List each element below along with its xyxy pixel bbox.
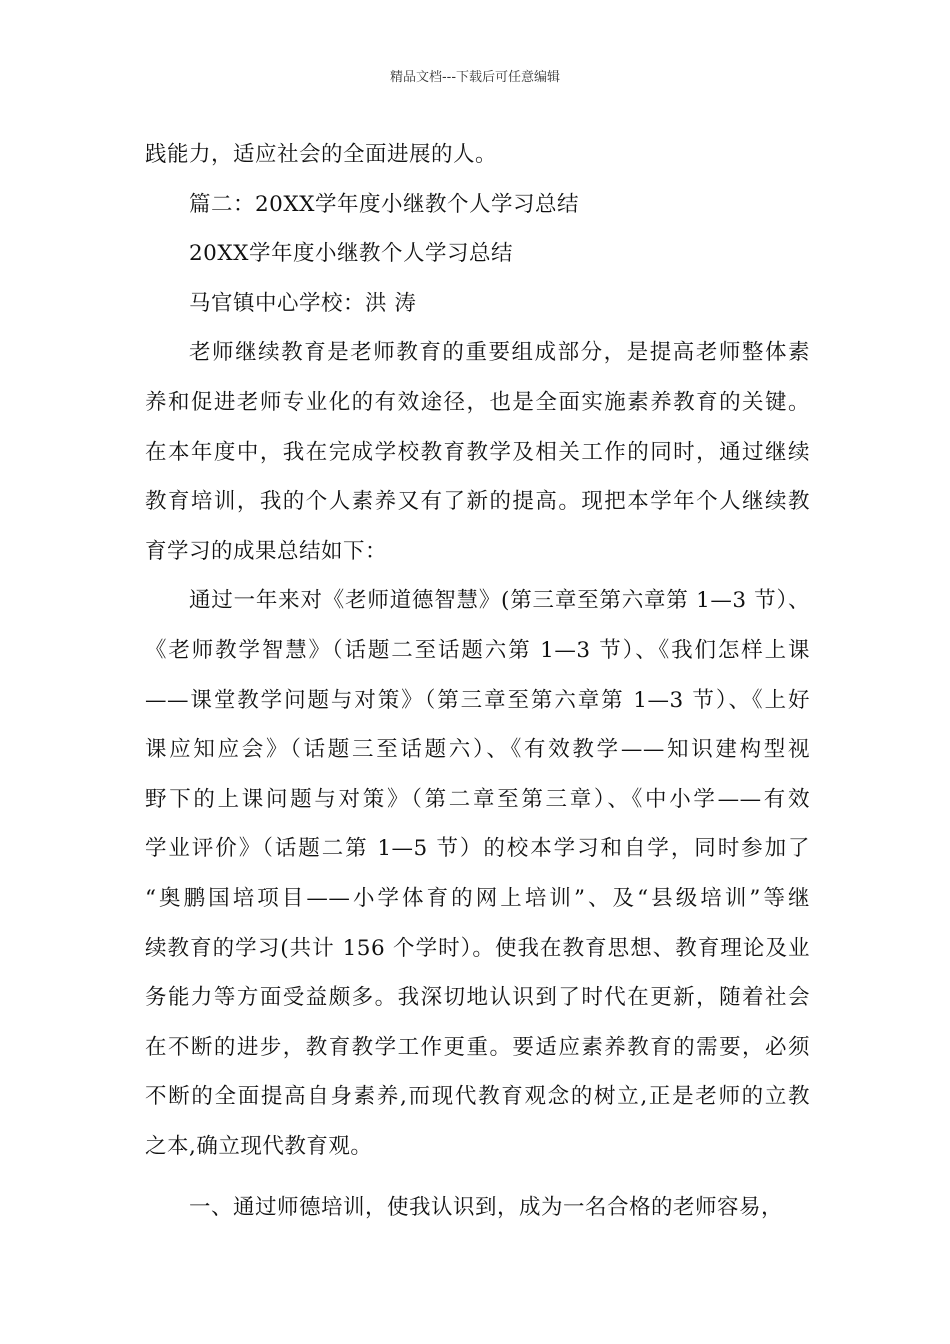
- paragraph-line: 课应知应会》（话题三至话题六）、《有效教学——知识建构型视: [145, 737, 810, 763]
- paragraph-line: 育学习的成果总结如下：: [145, 538, 388, 564]
- paragraph-gap: [145, 1171, 810, 1183]
- section-title: 篇二：20XX学年度小继教个人学习总结: [189, 191, 579, 217]
- paragraph-line: ——课堂教学问题与对策》（第三章至第六章第 1—3 节）、《上好: [145, 687, 810, 713]
- paragraph-line: 养和促进老师专业化的有效途径，也是全面实施素养教育的关键。: [145, 389, 810, 415]
- document-title: 20XX学年度小继教个人学习总结: [189, 241, 513, 267]
- paragraph-line: 教育培训，我的个人素养又有了新的提高。现把本学年个人继续教: [145, 489, 810, 515]
- paragraph-line: 一、通过师德培训，使我认识到，成为一名合格的老师容易，: [189, 1195, 784, 1221]
- paragraph-3: [145, 1183, 810, 1233]
- paragraph-line: 老师继续教育是老师教育的重要组成部分，是提高老师整体素: [189, 340, 810, 366]
- paragraph-line: 学业评价》（话题二第 1—5 节）的校本学习和自学，同时参加了: [145, 836, 810, 862]
- paragraph-line: 在不断的进步，教育教学工作更重。要适应素养教育的需要，必须: [145, 1034, 810, 1060]
- paragraph-line: 野下的上课问题与对策》（第二章至第三章）、《中小学——有效: [145, 786, 810, 812]
- paragraph-line: 续教育的学习(共计 156 个学时）。使我在教育思想、教育理论及业: [145, 935, 810, 961]
- paragraph-1: [145, 328, 810, 576]
- page-header: 精品文档---下载后可任意编辑: [389, 70, 561, 85]
- paragraph-line: “奥鹏国培项目——小学体育的网上培训”、及“县级培训”等继: [145, 885, 810, 911]
- paragraph-line: 不断的全面提高自身素养,而现代教育观念的树立,正是老师的立教: [145, 1084, 810, 1110]
- paragraph-line: 之本,确立现代教育观。: [145, 1133, 373, 1159]
- paragraph-line: 在本年度中，我在完成学校教育教学及相关工作的同时，通过继续: [145, 439, 810, 465]
- paragraph-2: [145, 576, 810, 1171]
- paragraph-line: 《老师教学智慧》（话题二至话题六第 1—3 节）、《我们怎样上课: [145, 637, 810, 663]
- author-line: 马官镇中心学校：洪 涛: [189, 290, 417, 316]
- paragraph-line: 通过一年来对《老师道德智慧》(第三章至第六章第 1—3 节）、: [189, 588, 810, 614]
- text-line: 践能力，适应社会的全面进展的人。: [145, 142, 498, 167]
- paragraph-line: 务能力等方面受益颇多。我深切地认识到了时代在更新，随着社会: [145, 985, 810, 1011]
- document-body: [145, 130, 810, 1233]
